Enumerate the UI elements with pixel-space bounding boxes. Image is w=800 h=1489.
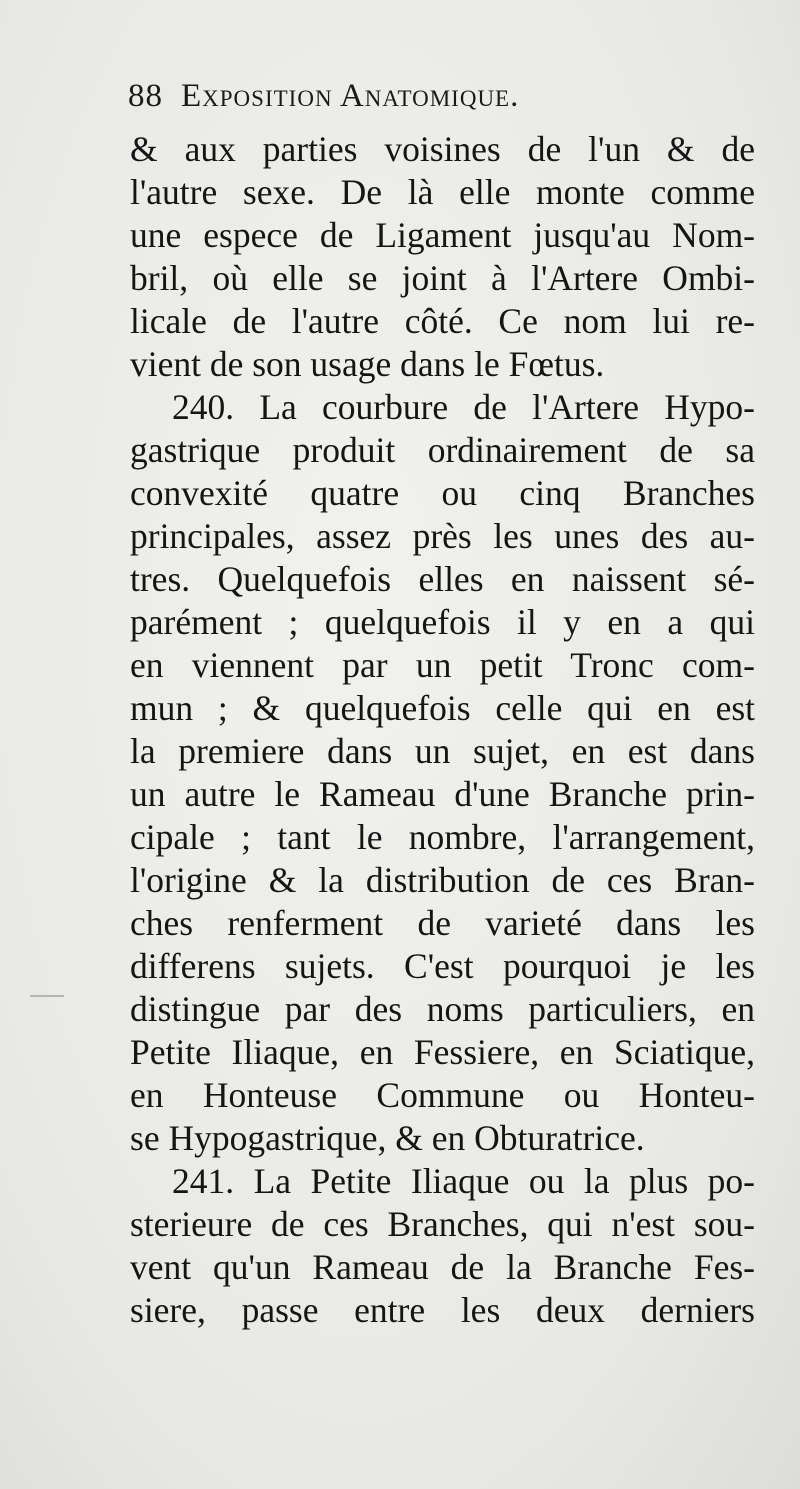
text-line: siere, passe entre les deux derniers <box>130 1290 755 1330</box>
text-line: vent qu'un Rameau de la Branche Fes- <box>130 1247 755 1287</box>
body-text <box>130 128 755 1332</box>
text-line: ches renferment de varieté dans les <box>130 903 755 943</box>
paragraph-241-start: 241. La Petite Iliaque ou la plus po- <box>172 1161 755 1201</box>
text-line: l'origine & la distribution de ces Bran- <box>130 860 755 900</box>
running-title: Exposition Anatomique. <box>181 78 520 114</box>
page-number: 88 <box>128 78 163 114</box>
text-line: en viennent par un petit Tronc com- <box>130 645 755 685</box>
text-line: Petite Iliaque, en Fessiere, en Sciatique, <box>130 1032 755 1072</box>
text-line: licale de l'autre côté. Ce nom lui re- <box>130 301 755 341</box>
text-line: cipale ; tant le nombre, l'arrangement, <box>130 817 755 857</box>
text-line: mun ; & quelquefois celle qui en est <box>130 688 755 728</box>
text-line: la premiere dans un sujet, en est dans <box>130 731 755 771</box>
text-line: une espece de Ligament jusqu'au Nom- <box>130 215 755 255</box>
text-line: sterieure de ces Branches, qui n'est sou- <box>130 1204 755 1244</box>
text-line: & aux parties voisines de l'un & de <box>130 129 755 169</box>
page-header <box>128 78 748 128</box>
text-line: tres. Quelquefois elles en naissent sé- <box>130 559 755 599</box>
text-line: convexité quatre ou cinq Branches <box>130 473 755 513</box>
text-line: principales, assez près les unes des au- <box>130 516 755 556</box>
text-line: gastrique produit ordinairement de sa <box>130 430 755 470</box>
text-line: l'autre sexe. De là elle monte comme <box>130 172 755 212</box>
text-line: en Honteuse Commune ou Honteu- <box>130 1075 755 1115</box>
text-line: distingue par des noms particuliers, en <box>130 989 755 1029</box>
text-line: se Hypogastrique, & en Obturatrice. <box>130 1118 645 1158</box>
text-line: parément ; quelquefois il y en a qui <box>130 602 755 642</box>
paragraph-240-start: 240. La courbure de l'Artere Hypo- <box>172 387 755 427</box>
text-line: vient de son usage dans le Fœtus. <box>130 344 605 384</box>
text-line: bril, où elle se joint à l'Artere Ombi- <box>130 258 755 298</box>
margin-mark <box>30 995 64 997</box>
text-line: differens sujets. C'est pourquoi je les <box>130 946 755 986</box>
text-line: un autre le Rameau d'une Branche prin- <box>130 774 755 814</box>
